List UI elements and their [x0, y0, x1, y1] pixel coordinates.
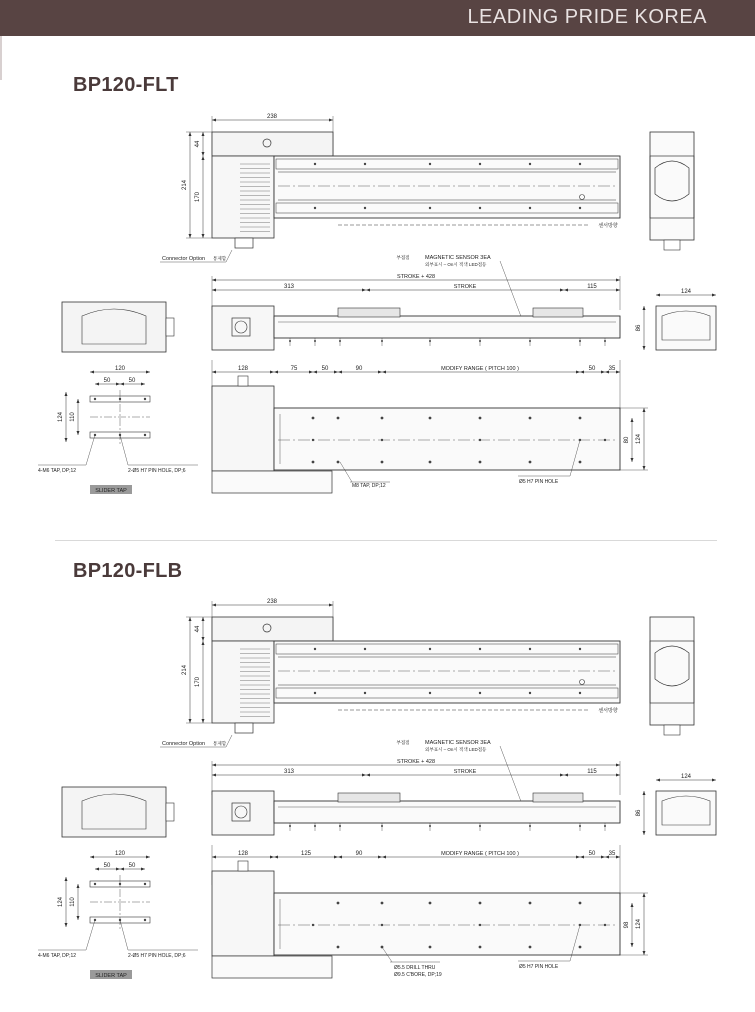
arrow-head [712, 294, 716, 297]
hole [429, 692, 431, 694]
hole [579, 340, 581, 342]
dimension-label: 110 [70, 897, 76, 907]
hole [429, 340, 431, 342]
arrow-head [643, 306, 646, 310]
arrow-head [616, 774, 620, 777]
hole [119, 398, 121, 400]
bottom-motor [212, 386, 274, 471]
side-motor [212, 791, 274, 835]
arrow-head [580, 371, 584, 374]
dimension-label: 124 [680, 289, 692, 295]
hole [144, 883, 146, 885]
dimension-label: 80 [624, 436, 630, 444]
arrow-head [202, 641, 205, 645]
hole [579, 648, 581, 650]
dimension-label: 50 [103, 863, 111, 869]
bottom-connector [238, 376, 248, 386]
carriage [338, 308, 400, 317]
dimension-label: 124 [58, 411, 64, 423]
hole [119, 883, 121, 885]
hole [579, 946, 582, 949]
hole [479, 439, 481, 441]
hole [429, 163, 431, 165]
arrow-head [141, 868, 145, 871]
hole [479, 924, 481, 926]
arrow-head [212, 119, 216, 122]
arrow-head [616, 279, 620, 282]
arrow-head [270, 856, 274, 859]
sensor-note: 외부표시 – On시 적색 LED점등 [425, 747, 487, 752]
dimension-label: 86 [636, 809, 642, 817]
arrow-head [65, 877, 68, 881]
connector [235, 723, 253, 733]
dimension-label: 120 [114, 366, 126, 372]
dimension-label: 50 [588, 366, 596, 372]
drawing-line [86, 435, 95, 465]
hole [381, 439, 383, 441]
arrow-head [334, 856, 338, 859]
dimension-label: 238 [266, 114, 278, 120]
hole [381, 340, 383, 342]
connector-korean-label: 통제함 [213, 256, 227, 261]
hole [364, 163, 366, 165]
sensor-korean: 부접점 [396, 255, 410, 260]
slider-tap-callout: 4-M6 TAP, DP;12 [38, 468, 77, 474]
arrow-head [631, 943, 634, 947]
dimension-label: 110 [70, 412, 76, 422]
hole [479, 417, 482, 420]
end-profile [656, 791, 716, 835]
arrow-head [329, 604, 333, 607]
arrow-head [362, 774, 366, 777]
hole [429, 417, 432, 420]
arrow-head [601, 371, 605, 374]
dimension-label: 128 [237, 366, 249, 372]
dimension-label: 50 [128, 378, 136, 384]
hole [479, 825, 481, 827]
hole [479, 461, 482, 464]
arrow-head [362, 289, 366, 292]
arrow-head [77, 916, 80, 920]
slider-badge-label: SLIDER TAP [95, 488, 127, 494]
arrow-head [560, 774, 564, 777]
arrow-head [656, 294, 660, 297]
arrow-head [366, 289, 370, 292]
arrow-head [189, 234, 192, 238]
sensor-label: MAGNETIC SENSOR 3EA [425, 255, 491, 261]
left-end-view [62, 302, 166, 352]
dimension-label: 센서방향 [598, 708, 618, 714]
drawing-bp120-flt [0, 110, 755, 510]
hole [381, 902, 384, 905]
slider-tap-callout: 4-M6 TAP, DP;12 [38, 953, 77, 959]
arrow-head [334, 371, 338, 374]
dimension-label: 센서방향 [598, 223, 618, 229]
dimension-label: 115 [587, 284, 597, 290]
hole [429, 946, 432, 949]
arrow-head [656, 779, 660, 782]
arrow-head [120, 383, 124, 386]
bottom-connector [238, 861, 248, 871]
arrow-head [309, 371, 313, 374]
hole [381, 461, 384, 464]
arrow-head [560, 289, 564, 292]
dimension-label: 50 [321, 366, 329, 372]
end-view-connector [664, 725, 680, 735]
hole [364, 692, 366, 694]
hole [337, 946, 340, 949]
bottom-rail [274, 893, 620, 955]
arrow-head [631, 418, 634, 422]
dimension-label: 35 [608, 851, 616, 857]
pin-callout: Ø5 H7 PIN HOLE [519, 964, 559, 970]
hole [579, 207, 581, 209]
section-title-flb: BP120-FLB [73, 560, 183, 582]
section-title-flt: BP120-FLT [73, 74, 179, 96]
arrow-head [643, 408, 646, 412]
hole [312, 461, 315, 464]
arrow-head [95, 868, 99, 871]
hole [429, 207, 431, 209]
hole [144, 398, 146, 400]
hole [529, 417, 532, 420]
hole [314, 692, 316, 694]
arrow-head [616, 289, 620, 292]
hole [144, 434, 146, 436]
slider-pin-callout: 2-Ø5 H7 PIN HOLE, DP;6 [128, 953, 186, 959]
hole [479, 648, 481, 650]
dimension-label: 125 [300, 851, 312, 857]
motor-cover [212, 617, 333, 641]
hole [381, 924, 383, 926]
arrow-head [202, 637, 205, 641]
hole [579, 461, 582, 464]
arrow-head [202, 132, 205, 136]
dimension-label: 90 [355, 851, 363, 857]
drawing-line [226, 250, 232, 262]
hole [289, 825, 291, 827]
hole [479, 340, 481, 342]
arrow-head [202, 152, 205, 156]
hole [429, 825, 431, 827]
dimension-label: 124 [58, 896, 64, 908]
hole [529, 825, 531, 827]
hole [529, 207, 531, 209]
rail-body [274, 156, 620, 218]
arrow-head [120, 868, 124, 871]
bottom-rail [274, 408, 620, 470]
arrow-head [338, 371, 342, 374]
arrow-head [65, 923, 68, 927]
hole [289, 340, 291, 342]
arrow-head [202, 156, 205, 160]
arrow-head [643, 893, 646, 897]
connector-option-label: Connector Option [162, 741, 206, 747]
rail-body [274, 641, 620, 703]
end-view-connector [664, 240, 680, 250]
arrow-head [643, 346, 646, 350]
arrow-head [643, 951, 646, 955]
left-end-connector [166, 803, 174, 821]
hole [314, 648, 316, 650]
dimension-label: 124 [636, 918, 642, 930]
arrow-head [146, 371, 150, 374]
arrow-head [212, 604, 216, 607]
hole [529, 946, 532, 949]
arrow-head [116, 383, 120, 386]
carriage [533, 793, 583, 802]
hole [479, 902, 482, 905]
arrow-head [202, 617, 205, 621]
connector [235, 238, 253, 248]
bottom-motor [212, 871, 274, 956]
dimension-label: 86 [636, 324, 642, 332]
dimension-label: 90 [355, 366, 363, 372]
hole [144, 919, 146, 921]
dimension-label: 75 [290, 366, 298, 372]
arrow-head [141, 383, 145, 386]
hole [314, 825, 316, 827]
hole [94, 883, 96, 885]
hole [339, 340, 341, 342]
arrow-head [274, 371, 278, 374]
dimension-label: STROKE [453, 769, 477, 775]
arrow-head [643, 791, 646, 795]
arrow-head [631, 903, 634, 907]
hole [579, 692, 581, 694]
slider-pin-callout: 2-Ø5 H7 PIN HOLE, DP;6 [128, 468, 186, 474]
side-rail [274, 801, 620, 823]
sensor-label: MAGNETIC SENSOR 3EA [425, 740, 491, 746]
bottom-motor-base [212, 471, 332, 493]
arrow-head [712, 779, 716, 782]
arrow-head [212, 856, 216, 859]
arrow-head [212, 289, 216, 292]
dimension-label: STROKE + 428 [396, 759, 436, 765]
carriage [338, 793, 400, 802]
hole [479, 163, 481, 165]
section-divider [55, 540, 717, 541]
hole [604, 340, 606, 342]
dimension-label: 313 [283, 284, 295, 290]
arrow-head [65, 392, 68, 396]
arrow-head [202, 234, 205, 238]
dimension-label: 238 [266, 599, 278, 605]
dimension-label: MODIFY RANGE ( PITCH 100 ) [441, 851, 519, 857]
dimension-label: STROKE [453, 284, 477, 290]
brand-slogan: LEADING PRIDE KOREA [467, 6, 707, 28]
dimension-label: 124 [636, 433, 642, 445]
arrow-head [202, 719, 205, 723]
arrow-head [382, 371, 386, 374]
drill-callout: Ø5.5 DRILL THRU [394, 965, 436, 971]
hole [529, 692, 531, 694]
cbore-callout: Ø9.5 C'BORE, DP;19 [394, 972, 442, 978]
hole [381, 825, 383, 827]
left-end-connector [166, 318, 174, 336]
hole [479, 692, 481, 694]
dimension-label: 214 [182, 179, 188, 191]
arrow-head [616, 764, 620, 767]
arrow-head [90, 856, 94, 859]
arrow-head [564, 289, 568, 292]
side-rail [274, 316, 620, 338]
motor-cover [212, 132, 333, 156]
end-profile [656, 306, 716, 350]
dimension-label: 115 [587, 769, 597, 775]
dimension-label: 170 [195, 676, 201, 688]
hole [312, 439, 314, 441]
dimension-label: 44 [195, 625, 201, 633]
hole [364, 207, 366, 209]
connector-option-label: Connector Option [162, 256, 206, 262]
dimension-label: 98 [624, 921, 630, 929]
motor-housing [212, 641, 274, 723]
hole [339, 825, 341, 827]
sensor-korean: 부접점 [396, 740, 410, 745]
arrow-head [65, 438, 68, 442]
hole [529, 902, 532, 905]
arrow-head [274, 856, 278, 859]
arrow-head [90, 371, 94, 374]
connector-korean-label: 통제함 [213, 741, 227, 746]
drawing-line [120, 920, 128, 950]
hole [429, 461, 432, 464]
arrow-head [631, 458, 634, 462]
carriage [533, 308, 583, 317]
hole [381, 417, 384, 420]
hole [314, 207, 316, 209]
arrow-head [77, 884, 80, 888]
hole [604, 924, 606, 926]
dimension-label: 120 [114, 851, 126, 857]
hole [579, 902, 582, 905]
hole [529, 648, 531, 650]
arrow-head [580, 856, 584, 859]
side-marker [0, 36, 2, 80]
dimension-label: 313 [283, 769, 295, 775]
hole [579, 417, 582, 420]
dimension-label: 170 [195, 191, 201, 203]
dimension-label: 35 [608, 366, 616, 372]
arrow-head [329, 119, 333, 122]
dimension-label: 50 [103, 378, 111, 384]
arrow-head [576, 856, 580, 859]
hole [94, 398, 96, 400]
tap-callout: M8 TAP, DP;12 [352, 483, 386, 489]
arrow-head [212, 774, 216, 777]
hole [529, 340, 531, 342]
hole [364, 648, 366, 650]
arrow-head [366, 774, 370, 777]
arrow-head [95, 383, 99, 386]
dimension-label: 124 [680, 774, 692, 780]
bottom-motor-base [212, 956, 332, 978]
arrow-head [146, 856, 150, 859]
arrow-head [313, 371, 317, 374]
hole [312, 417, 315, 420]
end-view-motor [650, 132, 694, 240]
drawing-line [86, 920, 95, 950]
side-motor [212, 306, 274, 350]
arrow-head [212, 279, 216, 282]
left-end-view [62, 787, 166, 837]
arrow-head [212, 371, 216, 374]
arrow-head [576, 371, 580, 374]
hole [604, 439, 606, 441]
hole [429, 902, 432, 905]
dimension-label: MODIFY RANGE ( PITCH 100 ) [441, 366, 519, 372]
arrow-head [601, 856, 605, 859]
arrow-head [212, 764, 216, 767]
arrow-head [77, 399, 80, 403]
drawing-line [226, 735, 232, 747]
hole [529, 461, 532, 464]
arrow-head [189, 719, 192, 723]
dimension-label: 50 [588, 851, 596, 857]
arrow-head [116, 868, 120, 871]
hole [314, 340, 316, 342]
arrow-head [643, 831, 646, 835]
dimension-label: 128 [237, 851, 249, 857]
arrow-head [616, 856, 620, 859]
pin-callout: Ø5 H7 PIN HOLE [519, 479, 559, 485]
arrow-head [270, 371, 274, 374]
dimension-label: 44 [195, 140, 201, 148]
dimension-label: 214 [182, 664, 188, 676]
arrow-head [616, 371, 620, 374]
hole [337, 461, 340, 464]
arrow-head [378, 371, 382, 374]
arrow-head [338, 856, 342, 859]
arrow-head [564, 774, 568, 777]
arrow-head [77, 431, 80, 435]
arrow-head [382, 856, 386, 859]
hole [529, 163, 531, 165]
drawing-line [120, 435, 128, 465]
arrow-head [189, 132, 192, 136]
hole [479, 946, 482, 949]
hole [604, 825, 606, 827]
end-view-motor [650, 617, 694, 725]
arrow-head [189, 617, 192, 621]
dimension-label: 50 [128, 863, 136, 869]
arrow-head [643, 466, 646, 470]
sensor-note: 외부표시 – On시 적색 LED점등 [425, 262, 487, 267]
hole [337, 902, 340, 905]
slider-badge-label: SLIDER TAP [95, 973, 127, 979]
hole [579, 825, 581, 827]
hole [479, 207, 481, 209]
hole [314, 163, 316, 165]
hole [312, 924, 314, 926]
dimension-label: STROKE + 428 [396, 274, 436, 280]
hole [579, 163, 581, 165]
arrow-head [378, 856, 382, 859]
header-bar [0, 0, 755, 36]
hole [429, 648, 431, 650]
hole [337, 417, 340, 420]
drawing-bp120-flb [0, 595, 755, 995]
